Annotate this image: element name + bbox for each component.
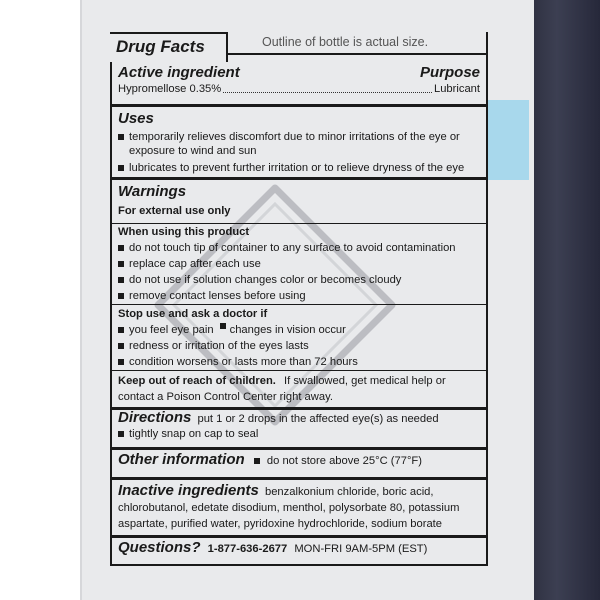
questions-phone: 1-877-636-2677 (207, 543, 288, 555)
active-ingredient-name: Hypromellose 0.35% (118, 83, 222, 95)
bullet-square-icon (118, 431, 124, 437)
directions-item: tightly snap on cap to seal (118, 427, 480, 441)
bullet-square-icon (118, 245, 124, 251)
bullet-square-icon (118, 293, 124, 299)
stop-use-item: you feel eye pain changes in vision occur (118, 323, 480, 337)
directions-text: put 1 or 2 drops in the affected eye(s) as needed (197, 413, 439, 425)
stop-use-item: condition worsens or lasts more than 72 hours (118, 355, 480, 369)
warnings-section (112, 183, 486, 218)
inactive-ingredients-section (112, 484, 486, 531)
keep-out-section (112, 374, 486, 404)
questions-section (112, 541, 486, 556)
bullet-square-icon (118, 359, 124, 365)
inactive-ingredients-line: benzalkonium chloride, boric acid, (264, 486, 434, 498)
blue-accent-strip (487, 100, 529, 180)
warnings-heading: Warnings (118, 183, 187, 200)
questions-heading: Questions? (118, 539, 201, 556)
box-left-margin (0, 0, 80, 600)
inactive-ingredients-line: chlorobutanol, edetate disodium, menthol, polysorbate 80, potassium (118, 502, 460, 514)
leader-dots (223, 92, 432, 93)
other-information-heading: Other information (118, 451, 245, 468)
directions-heading: Directions (118, 409, 192, 426)
bullet-square-icon (118, 134, 124, 140)
when-using-item: replace cap after each use (118, 257, 480, 271)
rule (110, 447, 488, 450)
keep-out-heading: Keep out of reach of children. (118, 375, 276, 387)
rule (110, 223, 488, 224)
when-using-item: do not use if solution changes color or becomes cloudy (118, 273, 480, 287)
rule (110, 535, 488, 538)
stop-use-item: redness or irritation of the eyes lasts (118, 339, 480, 353)
other-information-text: do not store above 25°C (77°F) (266, 455, 422, 467)
purpose-heading: Purpose (419, 64, 480, 81)
uses-section (112, 110, 486, 175)
bullet-square-icon (118, 277, 124, 283)
rule (110, 177, 488, 180)
when-using-item: remove contact lenses before using (118, 289, 480, 303)
when-using-item: do not touch tip of container to any surface to avoid contamination (118, 241, 480, 255)
bullet-square-icon (254, 458, 260, 464)
uses-item: lubricates to prevent further irritation or to relieve dryness of the eye (118, 161, 480, 175)
rule (110, 477, 488, 480)
uses-item: temporarily relieves discomfort due to minor irritations of the eye or exposure to wind and sun (118, 130, 480, 158)
stop-use-heading: Stop use and ask a doctor if (118, 308, 268, 320)
active-ingredient-section (112, 64, 486, 96)
bullet-square-icon (118, 343, 124, 349)
box-side-edge (528, 0, 600, 600)
when-using-heading: When using this product (118, 226, 250, 238)
directions-section (112, 411, 486, 441)
rule (110, 104, 488, 107)
bullet-square-icon (118, 261, 124, 267)
drug-facts-title-tab (110, 32, 228, 62)
drug-facts-title: Drug Facts (116, 37, 205, 56)
uses-heading: Uses (118, 110, 154, 127)
active-ingredient-heading: Active ingredient (118, 64, 240, 81)
other-information-section (112, 453, 486, 468)
stop-use-section (112, 307, 486, 369)
when-using-section (112, 225, 486, 303)
inactive-ingredients-heading: Inactive ingredients (118, 482, 259, 499)
top-rule (228, 53, 488, 55)
bullet-square-icon (220, 323, 226, 329)
questions-hours: MON-FRI 9AM-5PM (EST) (294, 543, 428, 555)
active-ingredient-purpose: Lubricant (433, 83, 480, 95)
rule (110, 304, 488, 305)
keep-out-text: If swallowed, get medical help or (284, 375, 446, 387)
keep-out-text-2: contact a Poison Control Center right away. (118, 391, 333, 403)
outline-note: Outline of bottle is actual size. (262, 35, 429, 49)
bullet-square-icon (118, 165, 124, 171)
bullet-square-icon (118, 327, 124, 333)
rule (110, 370, 488, 371)
inactive-ingredients-line: aspartate, purified water, pyridoxine hydrochloride, sodium borate (118, 518, 442, 530)
external-use-text: For external use only (118, 205, 231, 217)
